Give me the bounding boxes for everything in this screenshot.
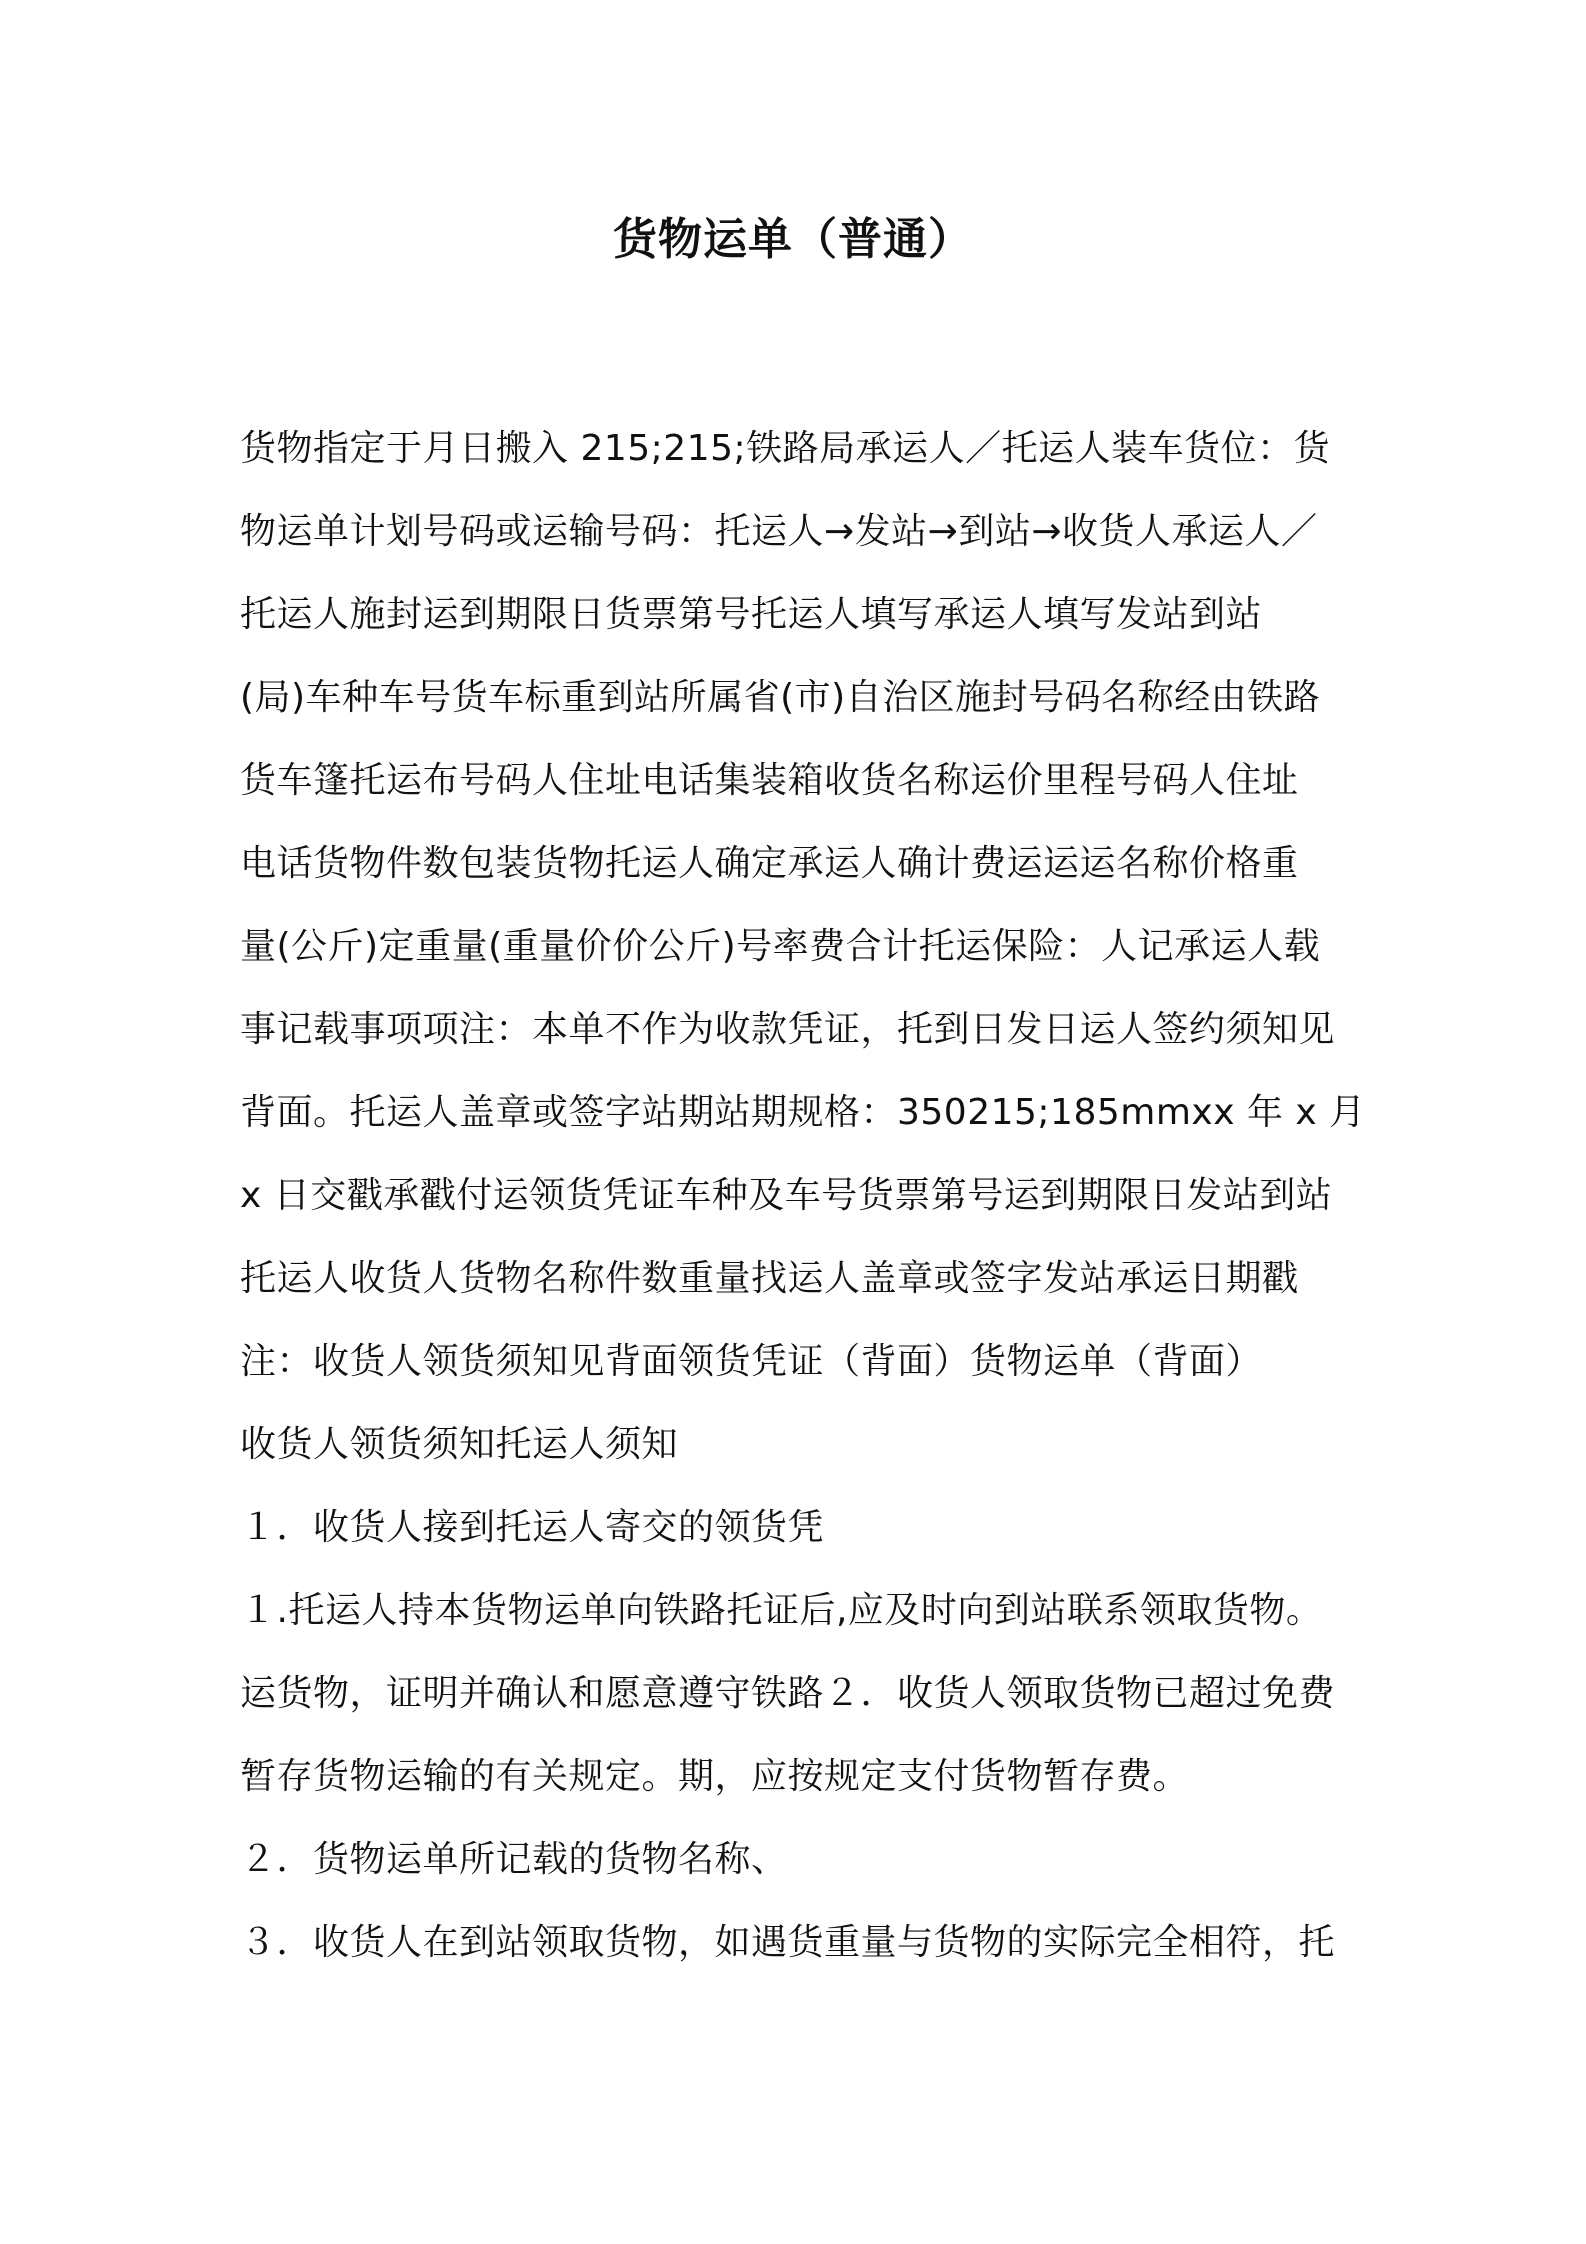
body-line: 电话货物件数包装货物托运人确定承运人确计费运运运名称价格重 (240, 843, 1299, 884)
body-line: １．收货人接到托运人寄交的领货凭 (240, 1507, 825, 1548)
body-line: ３．收货人在到站领取货物，如遇货重量与货物的实际完全相符，托 (240, 1922, 1336, 1963)
body-line: 事记载事项项注：本单不作为收款凭证，托到日发日运人签约须知见 (240, 1009, 1336, 1050)
body-line: (局)车种车号货车标重到站所属省(市)自治区施封号码名称经由铁路 (240, 677, 1321, 718)
page-title: 货物运单（普通） (613, 214, 973, 265)
body-line: 托运人收货人货物名称件数重量找运人盖章或签字发站承运日期戳 (240, 1258, 1299, 1299)
body-line: 背面。托运人盖章或签字站期站期规格：350215;185mmxx 年 x 月 (240, 1092, 1366, 1133)
body-line: 暂存货物运输的有关规定。期，应按规定支付货物暂存费。 (240, 1756, 1190, 1797)
body-line: x 日交戳承戳付运领货凭证车种及车号货票第号运到期限日发站到站 (240, 1175, 1333, 1216)
body-line: １.托运人持本货物运单向铁路托证后,应及时向到站联系领取货物。 (240, 1590, 1323, 1631)
body-line: 收货人领货须知托运人须知 (240, 1424, 679, 1465)
body-line: 货物指定于月日搬入 215;215;铁路局承运人／托运人装车货位：货 (240, 428, 1331, 469)
body-line: 托运人施封运到期限日货票第号托运人填写承运人填写发站到站 (240, 594, 1263, 635)
body-line: 物运单计划号码或运输号码：托运人→发站→到站→收货人承运人／ (240, 511, 1318, 552)
body-line: 货车篷托运布号码人住址电话集装箱收货名称运价里程号码人住址 (240, 760, 1299, 801)
body-line: 注：收货人领货须知见背面领货凭证（背面）货物运单（背面） (240, 1341, 1263, 1382)
body-line: 量(公斤)定重量(重量价价公斤)号率费合计托运保险：人记承运人载 (240, 926, 1321, 967)
document-body (240, 407, 1366, 1984)
body-line: ２．货物运单所记载的货物名称、 (240, 1839, 788, 1880)
body-line: 运货物，证明并确认和愿意遵守铁路２．收货人领取货物已超过免费 (240, 1673, 1336, 1714)
